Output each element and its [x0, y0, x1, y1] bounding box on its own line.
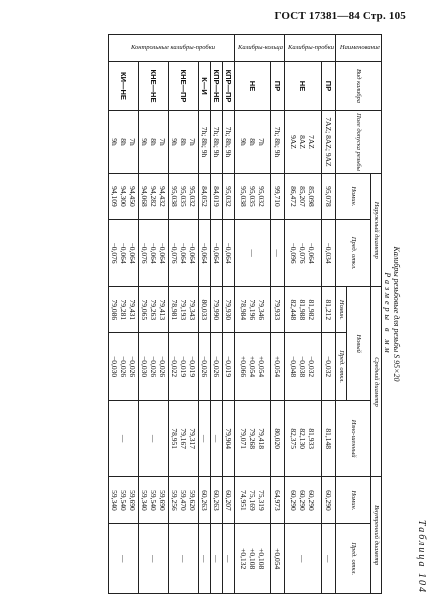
- cell: 95,032 95,035 95,038: [169, 174, 199, 220]
- middle-worn: Изно-шенный: [336, 400, 371, 477]
- cell: −0,026: [199, 333, 211, 401]
- cell: 59,690 59,540 59,340: [139, 477, 169, 524]
- inner-nom: Номин.: [336, 477, 371, 524]
- middle-pred: Пред. откл.: [336, 333, 347, 401]
- cell: 79,343 79,193 78,981: [169, 287, 199, 333]
- cell: −0,064: [199, 219, 211, 287]
- cell: −0,026 −0,026 −0,030: [109, 333, 139, 401]
- cell: 81,212: [321, 287, 336, 333]
- rotated-table-block: [23, 34, 427, 594]
- cell-field: 7h 8h 9h: [235, 111, 271, 174]
- page-header: ГОСТ 17381—84 Стр. 105: [274, 10, 406, 22]
- table-row: [235, 35, 271, 594]
- middle-nom: Номин.: [336, 287, 347, 333]
- middle-new: Новый: [346, 287, 370, 400]
- cell-type: ПР: [270, 62, 284, 111]
- col-outer: Наружный диаметр: [371, 174, 382, 287]
- cell: −0,019: [223, 333, 235, 401]
- cell: 84,019: [211, 174, 223, 220]
- cell: +0,054: [270, 524, 284, 594]
- cell: −0,064 −0,064 −0,076: [169, 219, 199, 287]
- cell: 95,032 95,035 95,038: [235, 174, 271, 220]
- table-label: Таблица 104: [416, 520, 427, 594]
- cell: 84,052: [199, 174, 211, 220]
- table-caption: [383, 34, 401, 594]
- cell: 60,290: [321, 477, 336, 524]
- group-probki: Калибры-пробки: [285, 35, 336, 62]
- cell: —: [270, 219, 284, 287]
- cell-field: 7h; 8h; 9h: [211, 111, 223, 174]
- cell: −0,064 −0,064 −0,076: [109, 219, 139, 287]
- outer-nom: Номин.: [336, 174, 371, 220]
- cell: −0,034: [321, 219, 336, 287]
- cell: 79,418 79,268 79,071: [235, 400, 271, 477]
- cell: —: [169, 524, 199, 594]
- col-type: Вид калибра: [336, 62, 382, 111]
- outer-pred: Пред. откл.: [336, 219, 371, 287]
- cell: 85,098 85,207 86,472: [285, 174, 321, 220]
- cell: 80,033: [199, 287, 211, 333]
- cell: −0,026 −0,026 −0,030: [139, 333, 169, 401]
- table-subtitle: Размеры в мм: [383, 272, 392, 356]
- col-inner: Внутренний диаметр: [371, 477, 382, 594]
- cell-field: 7h; 8h; 9h: [270, 111, 284, 174]
- col-field: Поле допуска резьбы: [336, 111, 382, 174]
- table-row: [285, 35, 321, 594]
- col-name: Наименование: [336, 35, 382, 62]
- cell-type: КНЕ—НЕ: [139, 62, 169, 111]
- cell: −0,064 −0,064 −0,076: [139, 219, 169, 287]
- inner-pred: Пред. откл.: [336, 524, 371, 594]
- cell: 94,432 94,282 94,068: [139, 174, 169, 220]
- col-middle: Средний диаметр: [371, 287, 382, 477]
- cell: 94,450 94,300 94,109: [109, 174, 139, 220]
- table-row: [223, 35, 235, 594]
- table-row: [109, 35, 139, 594]
- cell: +0,054 +0,054 +0,066: [235, 333, 271, 401]
- cell: 79,930: [223, 287, 235, 333]
- cell-type: НЕ: [235, 62, 271, 111]
- cell: 81,982 81,988 82,448: [285, 287, 321, 333]
- cell: —: [223, 524, 235, 594]
- cell: −0,032 −0,038 −0,048: [285, 333, 321, 401]
- cell: −0,019 −0,019 −0,022: [169, 333, 199, 401]
- cell: 79,346 79,196 78,984: [235, 287, 271, 333]
- table-title: Калибры резьбовые для резьбы S 95×20: [392, 246, 401, 382]
- table-row: [139, 35, 169, 594]
- cell: —: [199, 400, 211, 477]
- cell: 81,933 82,130 82,375: [285, 400, 321, 477]
- cell-field: 7h 8h 9h: [109, 111, 139, 174]
- cell-field: 7h; 8h; 9h: [223, 111, 235, 174]
- cell-field: 7AZ; 8AZ; 9AZ: [321, 111, 336, 174]
- table-row: [199, 35, 211, 594]
- cell-field: 7h; 8h; 9h: [199, 111, 211, 174]
- cell: 81,148: [321, 400, 336, 477]
- cell: −0,026: [211, 333, 223, 401]
- cell: −0,032: [321, 333, 336, 401]
- cell: 79,413 79,263 79,065: [139, 287, 169, 333]
- cell: 60,290 60,290 60,290: [285, 477, 321, 524]
- cell: −0,064: [211, 219, 223, 287]
- table-row: [270, 35, 284, 594]
- cell: —: [109, 524, 139, 594]
- cell-type: КПР—НЕ: [211, 62, 223, 111]
- group-control: Контрольные калибры-пробки: [109, 35, 235, 62]
- cell: 95,078: [321, 174, 336, 220]
- cell: 59,620 59,470 59,256: [169, 477, 199, 524]
- table-row: [211, 35, 223, 594]
- cell: 79,317 79,167 78,951: [169, 400, 199, 477]
- cell: 59,690 59,540 59,340: [109, 477, 139, 524]
- cell-type: ПР: [321, 62, 336, 111]
- cell: 60,263: [199, 477, 211, 524]
- cell: +0,108 +0,108 +0,132: [235, 524, 271, 594]
- cell: 64,973: [270, 477, 284, 524]
- cell: —: [211, 400, 223, 477]
- group-kolca: Калибры-кольца: [235, 35, 285, 62]
- cell: +0,054: [270, 333, 284, 401]
- cell-type: КПР—ПР: [223, 62, 235, 111]
- cell-type: КИ—НЕ: [109, 62, 139, 111]
- cell: —: [321, 524, 336, 594]
- cell-field: 7h 8h 9h: [139, 111, 169, 174]
- cell-type: К—И: [199, 62, 211, 111]
- cell: 79,933: [270, 287, 284, 333]
- cell: —: [211, 524, 223, 594]
- cell: 99,710: [270, 174, 284, 220]
- cell: −0,064: [223, 219, 235, 287]
- cell-type: НЕ: [285, 62, 321, 111]
- cell: —: [109, 400, 139, 477]
- cell: 75,319 75,169 74,951: [235, 477, 271, 524]
- cell: 60,263: [211, 477, 223, 524]
- cell: 79,990: [211, 287, 223, 333]
- cell-field: 7h 8h 9h: [169, 111, 199, 174]
- gauge-table: [108, 34, 382, 594]
- cell-field: 7AZ 8AZ 9AZ: [285, 111, 321, 174]
- cell: −0,064 −0,076 −0,096: [285, 219, 321, 287]
- cell: —: [139, 524, 169, 594]
- cell: —: [199, 524, 211, 594]
- cell: 60,207: [223, 477, 235, 524]
- cell: 80,020: [270, 400, 284, 477]
- cell: —: [235, 219, 271, 287]
- cell: 95,032: [223, 174, 235, 220]
- cell-type: КНЕ—ПР: [169, 62, 199, 111]
- cell: 79,904: [223, 400, 235, 477]
- cell: —: [285, 524, 321, 594]
- table-row: [169, 35, 199, 594]
- cell: 79,431 79,281 79,086: [109, 287, 139, 333]
- cell: —: [139, 400, 169, 477]
- table-row: [321, 35, 336, 594]
